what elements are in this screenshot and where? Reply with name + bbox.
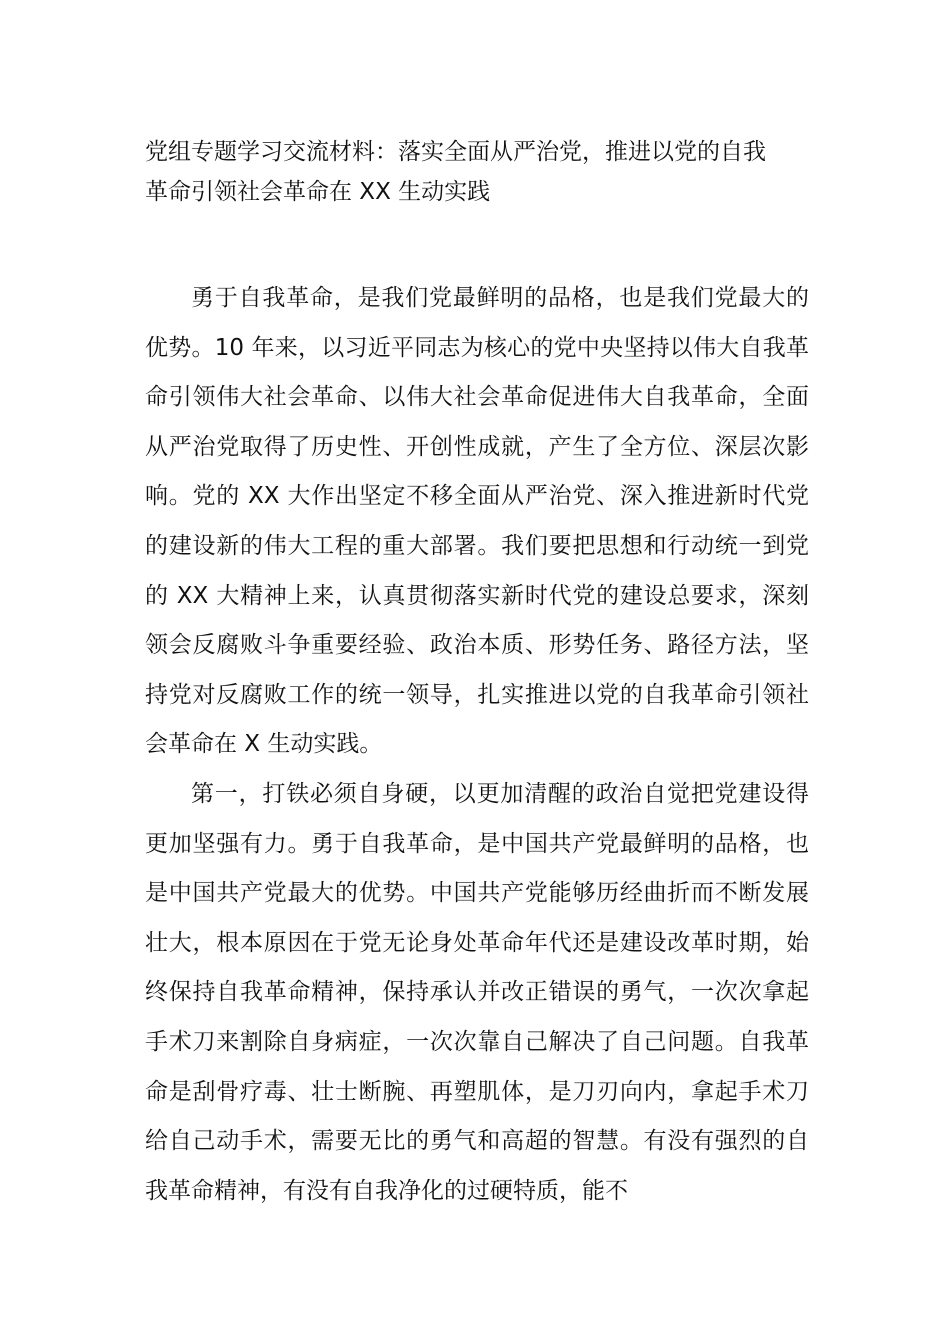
document-body — [145, 274, 809, 1216]
paragraph-first-point: 第一，打铁必须自身硬，以更加清醒的政治自觉把党建设得更加坚强有力。勇于自我革命，是中国共产党最鲜明的品格，也是中国共产党最大的优势。中国共产党能够历经曲折而不断发展壮大，根本原因在于党无论身处革命年代还是建设改革时期，始终保持自我革命精神，保持承认并改正错误的勇气，一次次拿起手术刀来割除自身病症，一次次靠自己解决了自己问题。自我革命是刮骨疗毒、壮士断腕、再塑肌体，是刀刃向内，拿起手术刀给自己动手术，需要无比的勇气和高超的智慧。有没有强烈的自我革命精神，有没有自我净化的过硬特质，能不 — [145, 780, 809, 1204]
paragraph-intro: 勇于自我革命，是我们党最鲜明的品格，也是我们党最大的优势。10 年来，以习近平同志为核心的党中央坚持以伟大自我革命引领伟大社会革命、以伟大社会革命促进伟大自我革命，全面从严治党取得了历史性、开创性成就，产生了全方位、深层次影响。党的 XX 大作出坚定不移全面从严治党、深入推进新时代党的建设新的伟大工程的重大部署。我们要把思想和行动统一到党的 XX 大精神上来，认真贯彻落实新时代党的建设总要求，深刻领会反腐败斗争重要经验、政治本质、形势任务、路径方法，坚持党对反腐败工作的统一领导，扎实推进以党的自我革命引领社会革命在 X 生动实践。 — [145, 285, 809, 758]
document-title: 党组专题学习交流材料：落实全面从严治党，推进以党的自我 革命引领社会革命在 XX 生动实践 — [145, 139, 766, 205]
